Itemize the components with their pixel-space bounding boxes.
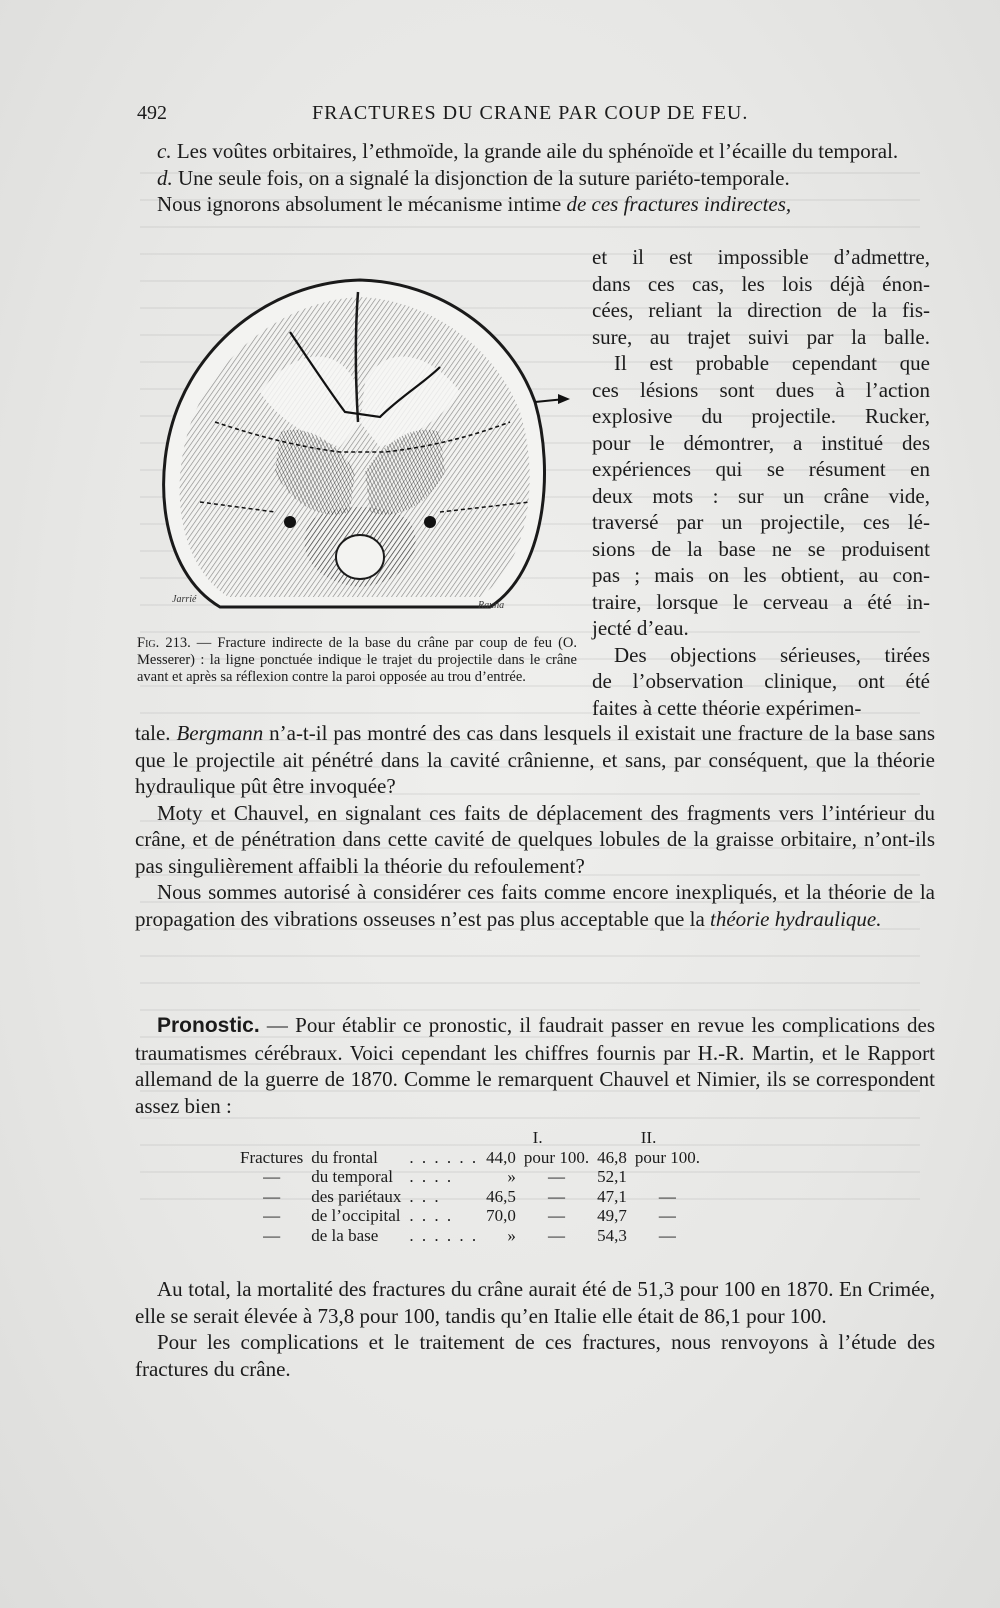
table-cell-s1: — (548, 1206, 565, 1225)
paragraph-bergmann: tale. Bergmann n’a-t-il pas montré des cas dans lesquels il existait une fracture de la base sans que le projectile ait pénétré dans la cavité crânienne, et sans, par conséquent, que la théorie hydraulique pût être invoquée? (135, 721, 936, 798)
table-cell-s1: — (548, 1225, 565, 1245)
table-row (236, 1148, 704, 1168)
table-cell-s2: pour 100. (634, 1147, 701, 1167)
engraver-signature-left: Jarrié (172, 594, 197, 605)
table-header-row (236, 1128, 704, 1148)
right-column-line: Des objections sérieuses, tirées (614, 642, 930, 667)
table-cell-s2: — (658, 1225, 676, 1245)
engraver-signature-right: Rauna (478, 600, 505, 611)
right-column-line: explosive du projectile. Rucker, (592, 404, 930, 428)
table-cell-dots: . . . . (409, 1167, 454, 1186)
table-cell-v2: 54,3 (597, 1225, 627, 1245)
table-cell-label: de la base (311, 1225, 379, 1245)
item-c: c. Les voûtes orbitaires, l’ethmoïde, la grande aile du sphénoïde et l’écaille du temporal. (157, 139, 899, 163)
paragraph-total: Au total, la mortalité des fractures du crâne aurait été de 51,3 pour 100 en 1870. En Crimée, elle se serait élevée à 73,8 pour 100, tandis qu’en Italie elle était de 86,1 pour 100. (135, 1277, 935, 1328)
right-column-line: et il est impossible d’admettre, (592, 245, 930, 269)
table-cell-s1: — (548, 1186, 565, 1206)
table-cell-s2: — (658, 1206, 676, 1225)
skull-base-illustration (140, 272, 580, 634)
running-header (137, 102, 922, 132)
right-column-line: traire, lorsque le cerveau a été in- (592, 589, 930, 614)
mortality-table (236, 1128, 704, 1245)
col-header-1: I. (532, 1128, 543, 1147)
table-cell-dots: . . . . . . (409, 1225, 479, 1245)
top-paragraphs (135, 138, 935, 218)
figure-caption-text: — Fracture indirecte de la base du crâne par coup de feu (O. Messerer) : la ligne ponctuée indique le trajet du projectile dans le crâne avant et après sa réflexion contre la paroi opposée au trou d’entrée. (137, 635, 577, 685)
table-cell-prefix: — (263, 1186, 281, 1206)
running-title: FRACTURES DU CRANE PAR COUP DE FEU. (312, 102, 749, 124)
table-cell-label: du temporal (311, 1167, 393, 1186)
table-cell-v1: » (507, 1167, 516, 1186)
table-row (236, 1187, 704, 1207)
right-column-line: sions de la base ne se produisent (592, 536, 930, 561)
right-column-text (592, 244, 930, 721)
pronostic-paragraph: Pronostic. — Pour établir ce pronostic, il faudrait passer en revue les complications des traumatismes cérébraux. Voici cependant les chiffres fournis par H.-R. Martin, et le Rapport allemand de la guerre de 1870. Comme le remarquent Chauvel et Nimier, ils se correspondent assez bien : (135, 1013, 936, 1118)
body-paragraphs (135, 720, 935, 932)
right-column-line: cées, reliant la direction de la fis- (592, 298, 930, 322)
right-column-line: dans ces cas, les lois déjà énon- (592, 271, 930, 296)
table-row (236, 1226, 704, 1246)
table-cell-v1: 46,5 (486, 1186, 516, 1206)
table-cell-prefix: — (263, 1167, 281, 1186)
right-column-line: deux mots : sur un crâne vide, (592, 483, 930, 508)
right-column-line: sure, au trajet suivi par la balle. (592, 324, 930, 349)
closing-paragraphs (135, 1276, 935, 1382)
right-column-line: ces lésions sont dues à l’action (592, 377, 930, 402)
table-cell-label: de l’occipital (311, 1206, 401, 1225)
table-cell-prefix: — (263, 1225, 281, 1245)
pronostic-section (135, 1012, 935, 1119)
table-cell-s2 (631, 1167, 704, 1187)
paragraph-final: Pour les complications et le traitement de ces fractures, nous renvoyons à l’étude des fractures du crâne. (135, 1330, 935, 1381)
table-cell-v2: 46,8 (597, 1147, 627, 1167)
right-column-line: pour le démontrer, a institué des (592, 430, 930, 455)
item-d: d. Une seule fois, on a signalé la disjonction de la suture pariéto-temporale. (157, 165, 790, 190)
table-cell-v1: 44,0 (486, 1147, 516, 1167)
right-column-line: jecté d’eau. (592, 616, 689, 640)
nous-ignorons-line: Nous ignorons absolument le mécanisme intime de ces fractures indirectes, (157, 192, 792, 216)
table-cell-prefix: Fractures (240, 1147, 304, 1167)
table-cell-prefix: — (263, 1206, 281, 1225)
table-cell-dots: . . . (409, 1186, 441, 1206)
table-cell-label: des pariétaux (311, 1186, 402, 1206)
right-column-line: expériences qui se résument en (592, 457, 930, 481)
table-row (236, 1167, 704, 1187)
table-cell-s2: — (658, 1186, 676, 1206)
right-column-line: pas ; mais on les obtient, au con- (592, 563, 930, 587)
table-cell-v2: 52,1 (597, 1167, 627, 1186)
right-column-line: de l’observation clinique, ont été (592, 669, 930, 693)
table-cell-v2: 49,7 (597, 1206, 627, 1225)
right-column-line: faites à cette théorie expérimen- (592, 695, 862, 720)
col-header-2: II. (640, 1128, 657, 1147)
table-cell-dots: . . . . (409, 1206, 454, 1225)
table-cell-v1: 70,0 (486, 1206, 516, 1225)
right-column-line: Il est probable cependant que (614, 351, 930, 375)
table-cell-v1: » (507, 1225, 516, 1245)
table-cell-s1: pour 100. (523, 1147, 590, 1167)
page-number: 492 (137, 102, 167, 124)
right-column-line: traversé par un projectile, ces lé- (592, 510, 930, 534)
table-cell-dots: . . . . . . (409, 1147, 479, 1167)
table-cell-label: du frontal (311, 1147, 378, 1167)
pronostic-heading: Pronostic. (157, 1014, 260, 1037)
figure-label: Fig. 213. (137, 635, 191, 651)
table-row (236, 1206, 704, 1226)
paragraph-conclusion: Nous sommes autorisé à considérer ces faits comme encore inexpliqués, et la théorie de la propagation des vibrations osseuses n’est pas plus acceptable que la théorie hydraulique. (135, 880, 935, 931)
figure-caption (137, 635, 577, 686)
table-cell-s1: — (548, 1167, 565, 1186)
paragraph-moty: Moty et Chauvel, en signalant ces faits de déplacement des fragments vers l’intérieur du crâne, et de pénétration dans cette cavité de quelques lobules de la graisse orbitaire, n’ont-ils pas singulièrement affaibli la théorie du refoulement? (135, 800, 935, 878)
table-cell-v2: 47,1 (597, 1186, 627, 1206)
